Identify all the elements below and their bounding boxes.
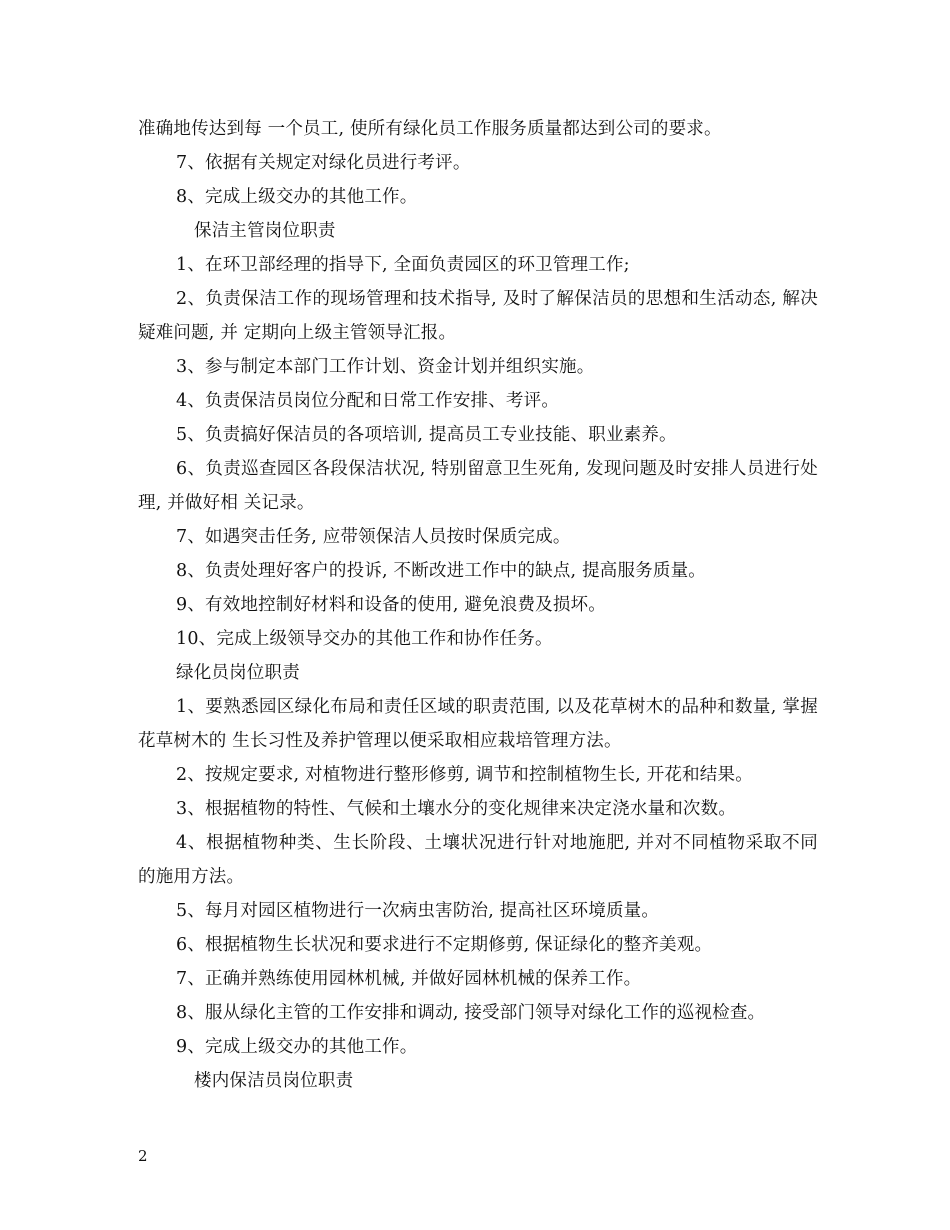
paragraph-item: 7、如遇突击任务, 应带领保洁人员按时保质完成。 xyxy=(176,527,571,547)
paragraph-item: 1、在环卫部经理的指导下, 全面负责园区的环卫管理工作; xyxy=(176,255,630,275)
paragraph-item: 9、完成上级交办的其他工作。 xyxy=(176,1037,418,1057)
paragraph-continuation: 准确地传达到每 一个员工, 使所有绿化员工作服务质量都达到公司的要求。 xyxy=(138,119,722,139)
paragraph-item: 1、要熟悉园区绿化布局和责任区域的职责范围, 以及花草树木的品种和数量, 掌握花草树木的 生长习性及养护管理以便采取相应栽培管理方法。 xyxy=(138,697,818,751)
paragraph-item: 7、依据有关规定对绿化员进行考评。 xyxy=(176,153,471,173)
paragraph-item: 2、负责保洁工作的现场管理和技术指导, 及时了解保洁员的思想和生活动态, 解决疑难问题, 并 定期向上级主管领导汇报。 xyxy=(138,289,818,343)
page-number: 2 xyxy=(138,1147,148,1165)
paragraph-item: 5、每月对园区植物进行一次病虫害防治, 提高社区环境质量。 xyxy=(176,901,660,921)
paragraph-item: 6、根据植物生长状况和要求进行不定期修剪, 保证绿化的整齐美观。 xyxy=(176,935,713,955)
paragraph-item: 4、根据植物种类、生长阶段、土壤状况进行针对地施肥, 并对不同植物采取不同的施用方法。 xyxy=(138,833,818,887)
document-body xyxy=(138,112,818,1098)
paragraph-item: 6、负责巡查园区各段保洁状况, 特别留意卫生死角, 发现问题及时安排人员进行处理, 并做好相 关记录。 xyxy=(138,459,818,513)
paragraph-item: 7、正确并熟练使用园林机械, 并做好园林机械的保养工作。 xyxy=(176,969,642,989)
paragraph-item: 8、负责处理好客户的投诉, 不断改进工作中的缺点, 提高服务质量。 xyxy=(176,561,706,581)
paragraph-item: 5、负责搞好保洁员的各项培训, 提高员工专业技能、职业素养。 xyxy=(176,425,677,445)
paragraph-item: 8、服从绿化主管的工作安排和调动, 接受部门领导对绿化工作的巡视检查。 xyxy=(176,1003,766,1023)
section-heading: 绿化员岗位职责 xyxy=(176,663,300,683)
paragraph-item: 9、有效地控制好材料和设备的使用, 避免浪费及损坏。 xyxy=(176,595,606,615)
paragraph-item: 10、完成上级领导交办的其他工作和协作任务。 xyxy=(176,629,553,649)
paragraph-item: 8、完成上级交办的其他工作。 xyxy=(176,187,418,207)
paragraph-item: 4、负责保洁员岗位分配和日常工作安排、考评。 xyxy=(176,391,560,411)
paragraph-item: 2、按规定要求, 对植物进行整形修剪, 调节和控制植物生长, 开花和结果。 xyxy=(176,765,753,785)
paragraph-item: 3、根据植物的特性、气候和土壤水分的变化规律来决定浇水量和次数。 xyxy=(176,799,737,819)
paragraph-item: 3、参与制定本部门工作计划、资金计划并组织实施。 xyxy=(176,357,595,377)
section-heading: 保洁主管岗位职责 xyxy=(194,221,336,241)
section-heading: 楼内保洁员岗位职责 xyxy=(194,1071,354,1091)
